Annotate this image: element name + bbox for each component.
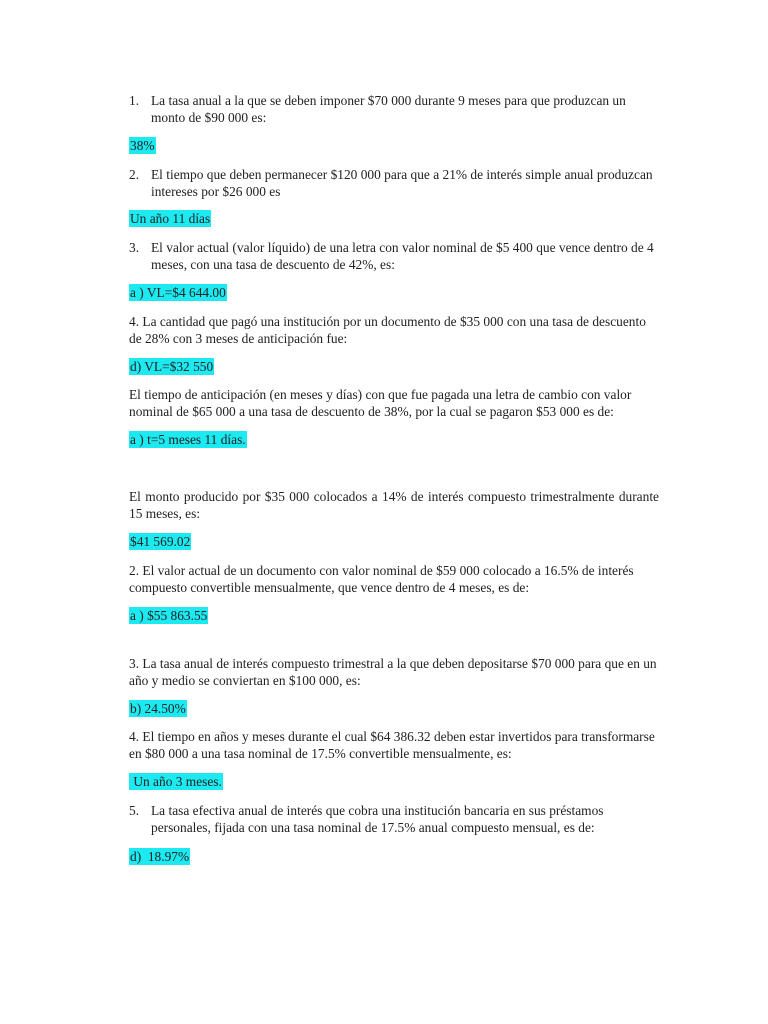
highlighted-answer: 38%	[130, 138, 155, 153]
question-text: El tiempo que deben permanecer $120 000 para que a 21% de interés simple anual produzcan intereses por $26 000 es	[151, 167, 653, 199]
question-text: 2. El valor actual de un documento con valor nominal de $59 000 colocado a 16.5% de interés compuesto convertible mensualmente, que vence dentro de 4 meses, es de:	[129, 563, 634, 595]
highlighted-answer: a ) t=5 meses 11 días.	[130, 432, 246, 447]
question-text: 4. El tiempo en años y meses durante el cual $64 386.32 deben estar invertidos para transformarse en $80 000 a una tasa nominal de 17.5% convertible mensualmente, es:	[129, 729, 655, 761]
answer-10	[129, 848, 659, 865]
question-text: 4. La cantidad que pagó una institución por un documento de $35 000 con una tasa de descuento de 28% con 3 meses de anticipación fue:	[129, 314, 646, 346]
question-number: 3.	[129, 240, 140, 255]
highlighted-answer: a ) $55 863.55	[130, 608, 208, 623]
question-text: La tasa efectiva anual de interés que cobra una institución bancaria en sus préstamos personales, fijada con una tasa nominal de 17.5% anual compuesto mensual, es de:	[151, 803, 604, 835]
question-10	[129, 802, 661, 836]
question-8	[129, 655, 659, 689]
question-text: El tiempo de anticipación (en meses y días) con que fue pagada una letra de cambio con valor nominal de $65 000 a una tasa de descuento de 38%, por la cual se pagaron $53 000 es de:	[129, 387, 632, 419]
question-2	[129, 166, 661, 200]
answer-2	[129, 210, 659, 227]
highlighted-answer: Un año 3 meses.	[130, 774, 222, 789]
answer-3	[129, 284, 659, 301]
highlighted-answer: d) VL=$32 550	[130, 359, 214, 374]
answer-5	[129, 431, 659, 448]
question-4	[129, 313, 659, 347]
question-1	[129, 92, 661, 126]
answer-8	[129, 700, 659, 717]
highlighted-answer: d) 18.97%	[130, 849, 190, 864]
highlighted-answer: $41 569.02	[130, 534, 191, 549]
question-number: 5.	[129, 803, 140, 818]
question-text: 3. La tasa anual de interés compuesto trimestral a la que deben depositarse $70 000 para que en un año y medio se conviertan en $100 000, es:	[129, 656, 657, 688]
question-number: 1.	[129, 93, 140, 108]
answer-7	[129, 607, 659, 624]
question-7	[129, 562, 659, 596]
question-text: El monto producido por $35 000 colocados a 14% de interés compuesto trimestralmente durante 15 meses, es:	[129, 489, 659, 521]
answer-4	[129, 358, 659, 375]
question-3	[129, 239, 661, 273]
highlighted-answer: b) 24.50%	[130, 701, 186, 716]
question-text: El valor actual (valor líquido) de una letra con valor nominal de $5 400 que vence dentro de 4 meses, con una tasa de descuento de 42%, es:	[151, 240, 654, 272]
question-9	[129, 728, 659, 762]
answer-1	[129, 137, 659, 154]
highlighted-answer: a ) VL=$4 644.00	[130, 285, 226, 300]
highlighted-answer: Un año 11 días	[130, 211, 211, 226]
question-number: 2.	[129, 167, 140, 182]
question-5	[129, 386, 659, 420]
answer-9	[129, 773, 659, 790]
question-text: La tasa anual a la que se deben imponer $70 000 durante 9 meses para que produzcan un monto de $90 000 es:	[151, 93, 626, 125]
answer-6	[129, 533, 659, 550]
question-6	[129, 488, 659, 522]
